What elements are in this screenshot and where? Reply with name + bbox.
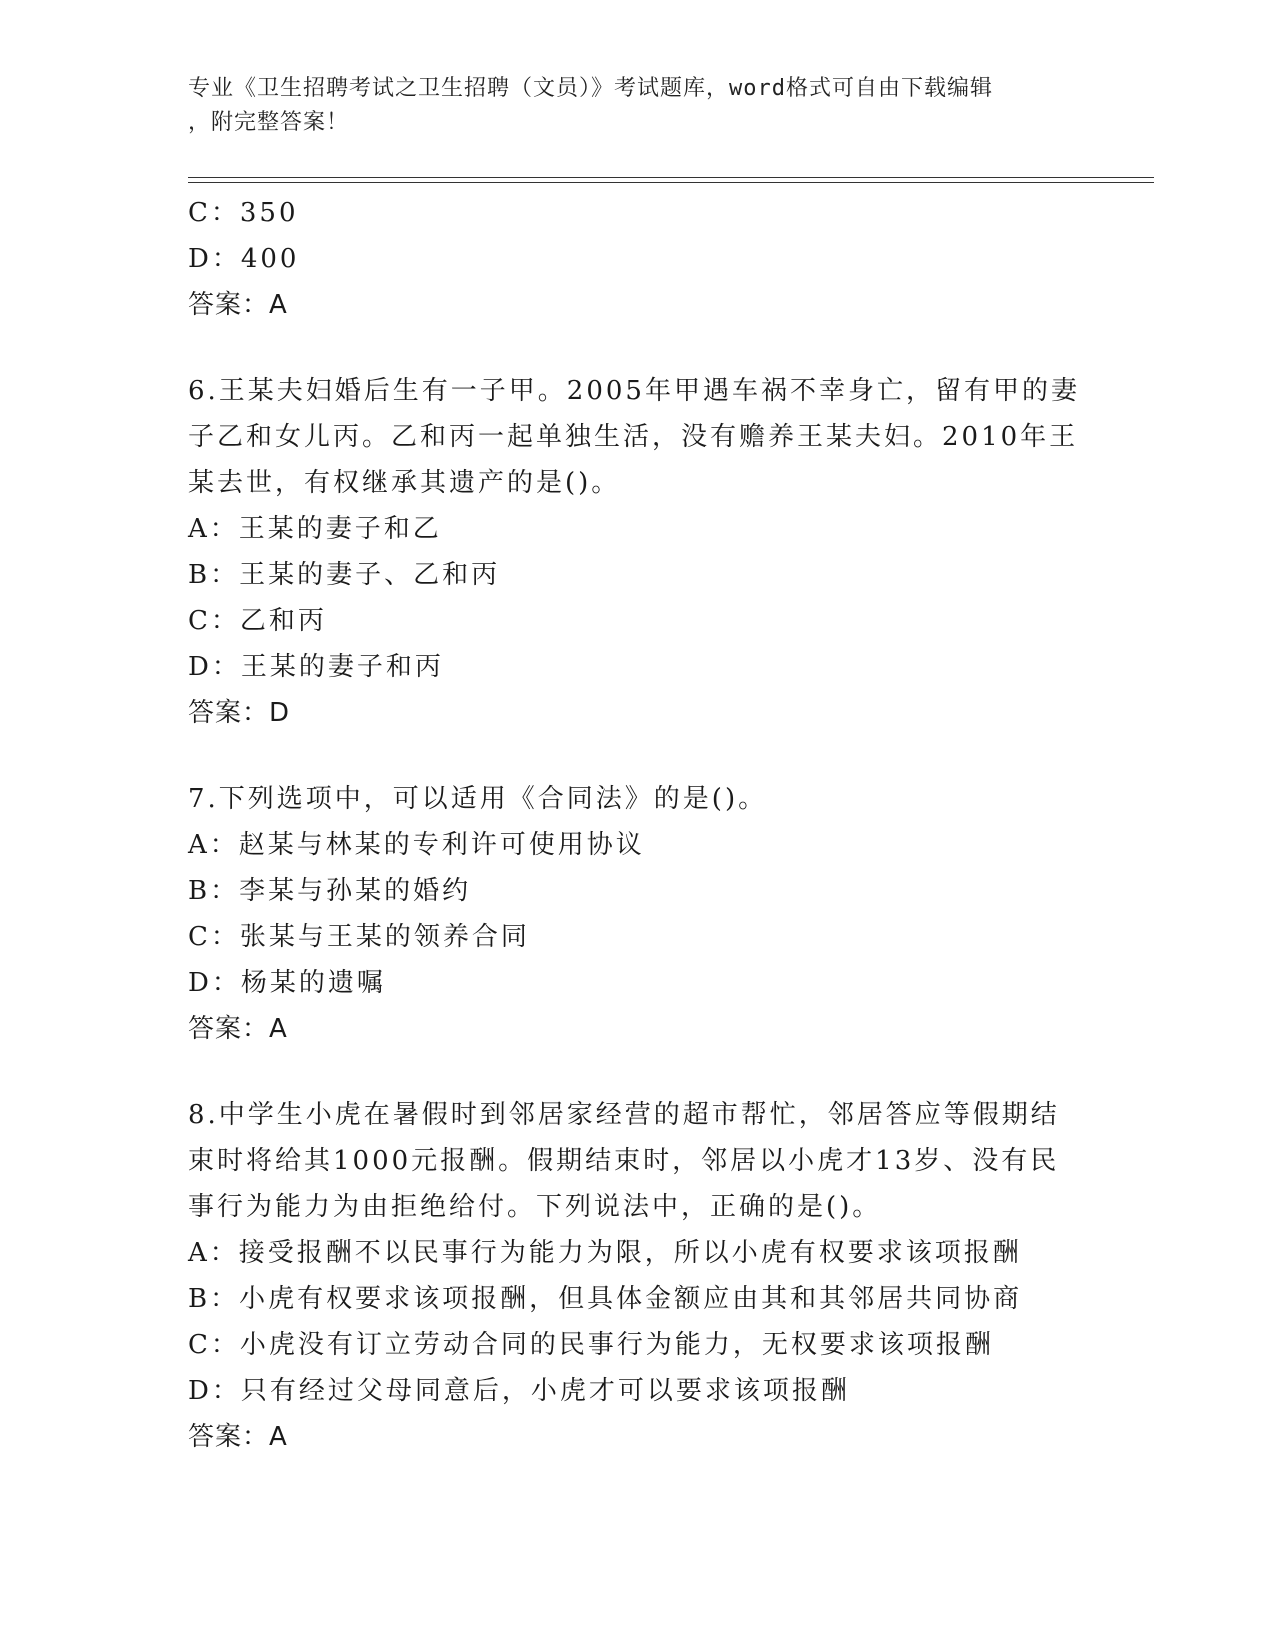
header-divider-bottom (188, 182, 1154, 183)
option-a: A：赵某与林某的专利许可使用协议 (188, 830, 645, 860)
question-8 (188, 1092, 1088, 1460)
answer: 答案：A (188, 290, 288, 320)
question-7 (188, 776, 1088, 1052)
option-b: B：王某的妻子、乙和丙 (188, 560, 501, 590)
question-stem: 子乙和女儿丙。乙和丙一起单独生活，没有赡养王某夫妇。2010年王 (188, 422, 1079, 452)
question-stem: 事行为能力为由拒绝给付。下列说法中，正确的是()。 (188, 1192, 882, 1222)
option-c: C：350 (188, 198, 299, 228)
option-b: B：小虎有权要求该项报酬，但具体金额应由其和其邻居共同协商 (188, 1284, 1023, 1314)
option-d: D：400 (188, 244, 300, 274)
option-d: D：杨某的遗嘱 (188, 968, 386, 998)
option-a: A：王某的妻子和乙 (188, 514, 442, 544)
option-a: A：接受报酬不以民事行为能力为限，所以小虎有权要求该项报酬 (188, 1238, 1022, 1268)
option-c: C：乙和丙 (188, 606, 327, 636)
question-stem: 6.王某夫妇婚后生有一子甲。2005年甲遇车祸不幸身亡，留有甲的妻 (188, 376, 1080, 406)
document-header (188, 72, 1068, 140)
question-list (188, 190, 1088, 1460)
answer: 答案：A (188, 1014, 288, 1044)
question-stem: 8.中学生小虎在暑假时到邻居家经营的超市帮忙，邻居答应等假期结 (188, 1100, 1060, 1130)
question-stem: 束时将给其1000元报酬。假期结束时，邻居以小虎才13岁、没有民 (188, 1146, 1060, 1176)
header-line-2: ，附完整答案！ (188, 110, 350, 135)
header-line-1: 专业《卫生招聘考试之卫生招聘（文员）》考试题库，word格式可自由下载编辑 (188, 76, 993, 101)
question-5-tail (188, 190, 1088, 328)
answer: 答案：A (188, 1422, 288, 1452)
header-divider-top (188, 177, 1154, 178)
question-stem: 某去世，有权继承其遗产的是()。 (188, 468, 621, 498)
option-d: D：只有经过父母同意后，小虎才可以要求该项报酬 (188, 1376, 850, 1406)
option-c: C：张某与王某的领养合同 (188, 922, 530, 952)
option-c: C：小虎没有订立劳动合同的民事行为能力，无权要求该项报酬 (188, 1330, 994, 1360)
option-b: B：李某与孙某的婚约 (188, 876, 472, 906)
option-d: D：王某的妻子和丙 (188, 652, 444, 682)
question-6 (188, 368, 1088, 736)
answer: 答案：D (188, 698, 291, 728)
question-stem: 7.下列选项中，可以适用《合同法》的是()。 (188, 784, 768, 814)
